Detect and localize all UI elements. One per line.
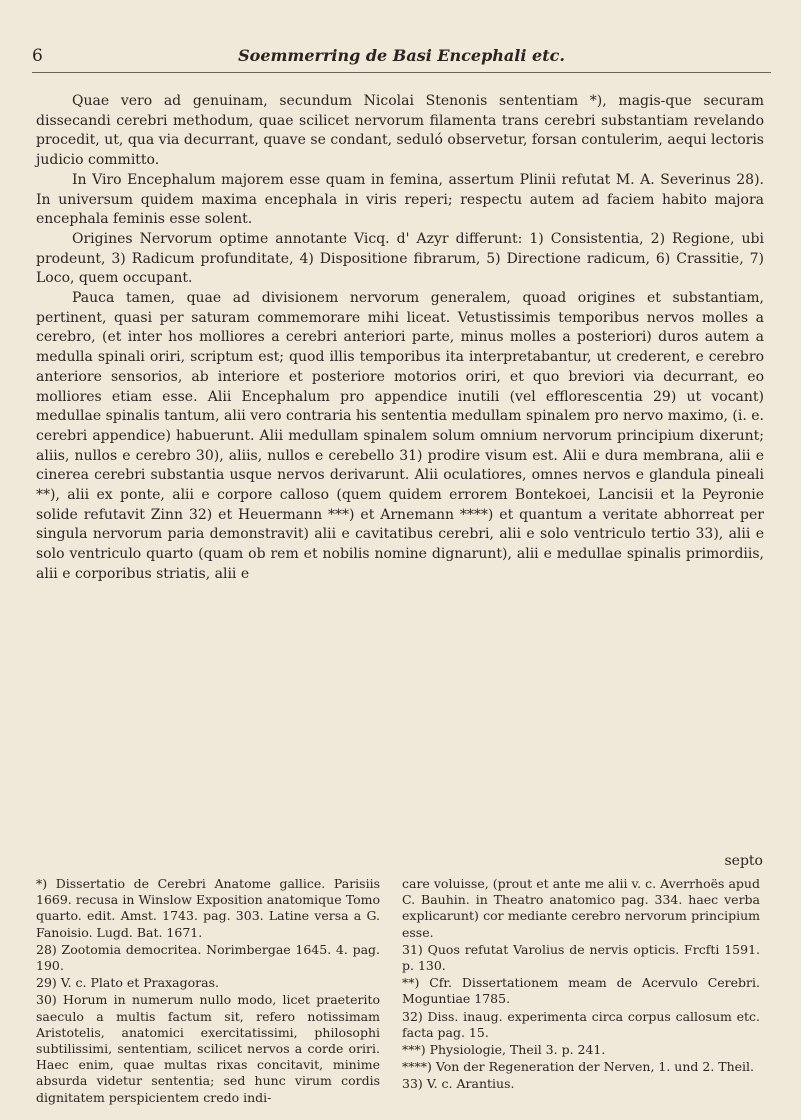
footnote: ****) Von der Regeneration der Nerven, 1. und 2. Theil.: [402, 1059, 755, 1075]
paragraph: Quae vero ad genuinam, secundum Nicolai Stenonis sententiam *), magis-que securam dissecandi cerebri methodum, quae scilicet nervorum filamenta trans cerebri substantiam revelando procedit, ut, qua via decurrant, quave se condant, seduló observetur, forsan contulerim, aequi lectoris judicio committo.: [36, 93, 764, 169]
catchword: septo: [724, 853, 763, 869]
footnote: 33) V. c. Arantius.: [402, 1076, 515, 1092]
footnotes-left-column: [36, 876, 380, 1107]
paragraph: Pauca tamen, quae ad divisionem nervorum generalem, quoad origines et substantiam, pertinent, quasi per saturam commemorare mihi liceat. Vetustissimis temporibus nervos molles a cerebro, (et inter hos molliores a cerebri anteriori parte, minus molles a posteriori) duros autem a medulla spinali oriri, scriptum est; quod illis temporibus ita interpretabantur, ut crederent, e cerebro anteriore sensorios, ab interiore et posteriore motorios oriri, et quo breviori via decurrant, eo molliores etiam esse. Alii Encephalum pro appendice inutili (vel efflorescentia 29) ut vocant) medullae spinalis tantum, alii vero contraria his sententia medullam spinalem pro nervo maximo, (i. e. cerebri appendice) habuerunt. Alii medullam spinalem solum omnium nervorum principium dixerunt; aliis, nullos e cerebro 30), aliis, nullos e cerebello 31) prodire visum est. Alii e dura membrana, alii e cinerea cerebri substantia usque nervos derivarunt. Alii oculatiores, omnes nervos e glandula pineali **), alii ex ponte, alii e corpore callosо (quem quidem errorem Bontekoei, Lancisii et la Peyronie solide refutavit Zinn 32) et Heuermann ***) et Arnemann ****) et quantum a veritate abhorreat per singula nervorum paria demonstravit) alii e cavitatibus cerebri, alii e solo ventriculo tertio 33), alii e solo ventriculo quarto (quam ob rem et nobilis nomine dignarunt), alii e medullae spinalis primordiis, alii e corporibus striatis, alii e: [36, 290, 764, 582]
footnote: ***) Physiologie, Theil 3. p. 241.: [402, 1042, 606, 1058]
running-title: Soemmerring de Basi Encephali etc.: [238, 46, 565, 65]
footnote: 32) Diss. inaug. experimenta circa corpus callosum etc. facta pag. 15.: [402, 1008, 760, 1040]
footnotes-right-column: [402, 876, 760, 1094]
paragraph: Origines Nervorum optime annotante Vicq. d' Azyr differunt: 1) Consistentia, 2) Regione, ubi prodeunt, 3) Radicum profunditate, 4) Dispositione fibrarum, 5) Directione radicum, 6) Crassitie, 7) Loco, quem occupant.: [36, 230, 764, 287]
footnote: 30) Horum in numerum nullo modo, licet praeterito saeculo a multis factum sit, refero notissimam Aristotelis, anatomici exercitatissimi, philosophi subtilissimi, sententiam, scilicet nervos a corde oriri. Haec enim, quae multas rixas concitavit, minime absurda videtur sententia; sed hunc virum cordis dignitatem perspicientem credo indi-: [36, 992, 380, 1105]
footnote: 28) Zootomia democritea. Norimbergae 1645. 4. pag. 190.: [36, 941, 380, 974]
page-header: [32, 46, 771, 73]
footnote: 29) V. c. Plato et Praxagoras.: [36, 975, 219, 991]
footnote: **) Cfr. Dissertationem meam de Acervulo Cerebri. Moguntiae 1785.: [402, 975, 760, 1007]
main-text: [36, 92, 764, 585]
paragraph: In Viro Encephalum majorem esse quam in femina, assertum Plinii refutat M. A. Severinus 28). In universum quidem maxima encephala in viris reperi; respectu autem ad faciem habito majora encephala feminis esse solent.: [36, 171, 764, 228]
page-number: 6: [32, 46, 43, 66]
footnote: 31) Quos refutat Varolius de nervis opticis. Frcfti 1591. p. 130.: [402, 941, 760, 974]
footnote: care voluisse, (prout et ante me alii v. c. Averrhoës apud C. Bauhin. in Theatro anatomico pag. 334. haec verba explicarunt) cor mediante cerebro nervorum principium esse.: [402, 876, 760, 940]
footnote: *) Dissertatio de Cerebri Anatome gallice. Parisiis 1669. recusa in Winslow Exposition anatomique Tomo quarto. edit. Amst. 1743. pag. 303. Latine versa a G. Fanoisio. Lugd. Bat. 1671.: [36, 876, 380, 940]
